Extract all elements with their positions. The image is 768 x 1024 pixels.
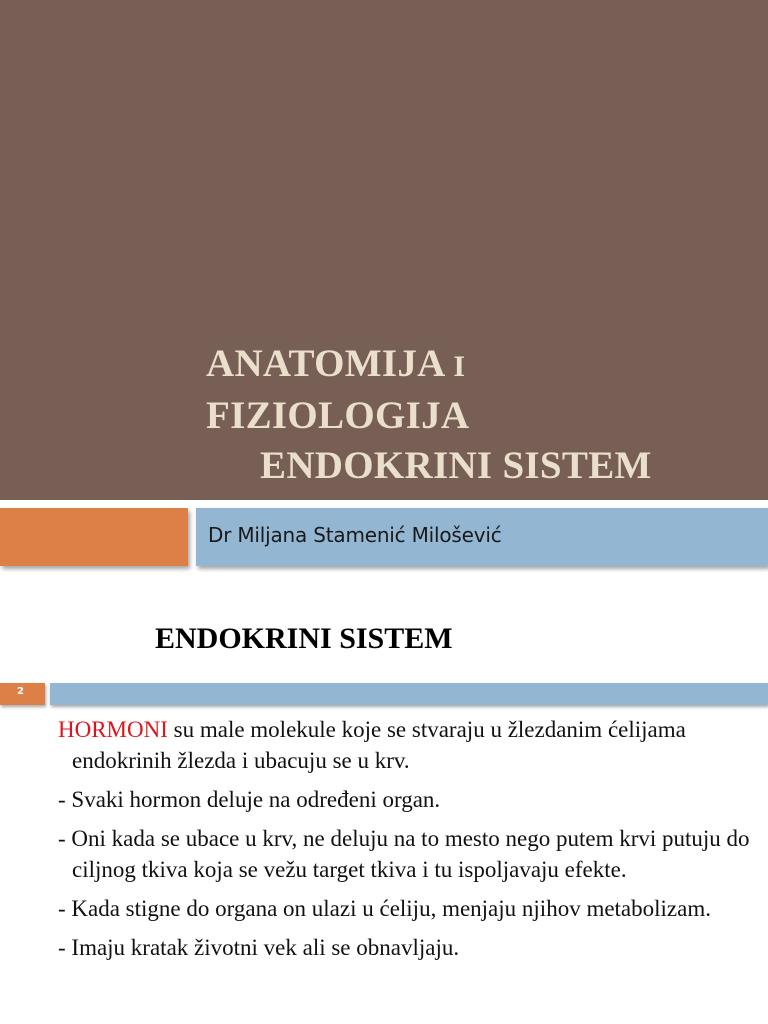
title-line-1: [206, 342, 465, 389]
title-line-2: FIZIOLOGIJA: [206, 394, 470, 437]
title-block: [0, 0, 768, 500]
slide-body: [58, 714, 758, 971]
header-bar: [50, 683, 768, 705]
author-bar: [196, 508, 768, 566]
content-slide: [0, 572, 768, 1024]
title-line-3: ENDOKRINI SISTEM: [260, 444, 652, 487]
paragraph-vek: - Imaju kratak životni vek ali se obnavljaju.: [58, 935, 460, 960]
accent-bar-orange: [0, 508, 188, 566]
paragraph-hormoni: [58, 714, 758, 776]
paragraph-hormoni-text: su male molekule koje se stvaraju u žlezdanim ćelijama endokrinih žlezda i ubacuju se u krv.: [72, 717, 686, 773]
title-word-anatomija: ANATOMIJA: [206, 342, 446, 385]
title-word-i: I: [445, 350, 466, 383]
paragraph-krv: - Oni kada se ubace u krv, ne deluju na to mesto nego putem krvi putuju do ciljnog tkiva koja se vežu target tkiva i tu ispoljavaju efekte.: [58, 826, 750, 882]
slide-number-badge: [0, 683, 45, 705]
slide-number: 2: [17, 686, 24, 697]
paragraph-organ: - Svaki hormon deluje na određeni organ.: [58, 787, 441, 812]
paragraph-celija: - Kada stigne do organa on ulazi u ćeliju, menjaju njihov metabolizam.: [58, 896, 711, 921]
author-name: Dr Miljana Stamenić Milošević: [208, 523, 502, 547]
slide-title: ENDOKRINI SISTEM: [155, 622, 453, 655]
highlight-hormoni: HORMONI: [58, 717, 168, 742]
